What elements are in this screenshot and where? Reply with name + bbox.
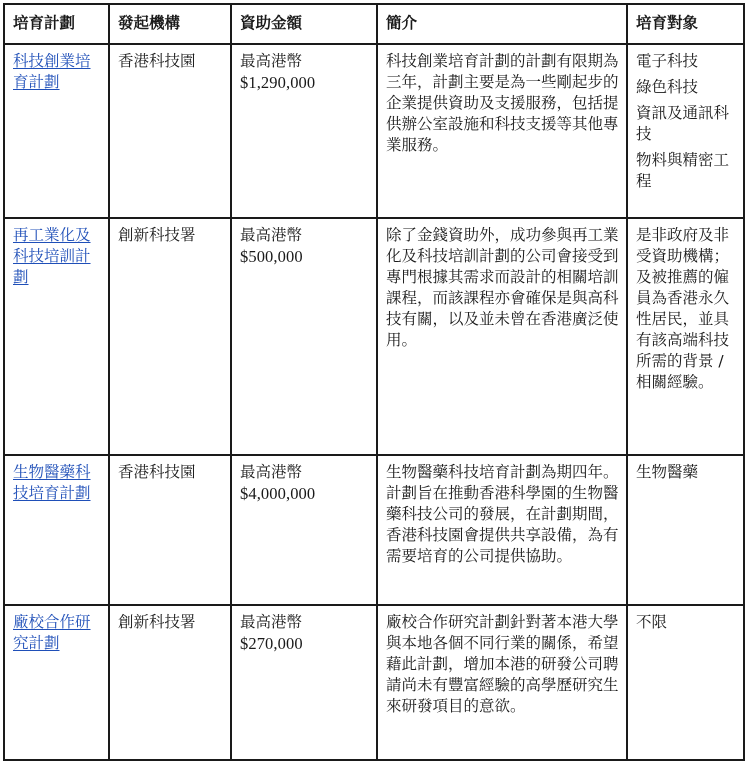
- target-item: 生物醫藥: [636, 463, 699, 481]
- table-row: [4, 218, 744, 455]
- amount-cell: [231, 44, 377, 218]
- scheme-cell: [4, 218, 109, 455]
- description-text: 科技創業培育計劃的計劃有限期為三年，計劃主要是為一些剛起步的企業提供資助及支援服務，包括提供辦公室設施和科技支援等其他專業服務。: [386, 52, 619, 154]
- organizer-cell: 香港科技園: [109, 44, 231, 218]
- target-item: 資訊及通訊科技: [636, 104, 730, 143]
- amount-value: $4,000,000: [240, 484, 316, 503]
- amount-value: $500,000: [240, 247, 303, 266]
- amount-value: $270,000: [240, 634, 303, 653]
- target-item: 不限: [636, 613, 668, 631]
- header-description: 簡介: [377, 4, 627, 44]
- target-cell: [627, 218, 744, 455]
- target-cell: [627, 605, 744, 760]
- description-text: 廠校合作研究計劃針對著本港大學與本地各個不同行業的關係，希望藉此計劃，增加本港的研發公司聘請尚未有豐富經驗的高學歷研究生來研發項目的意欲。: [386, 613, 619, 715]
- table-row: [4, 455, 744, 605]
- target-item: 電子科技: [636, 52, 699, 70]
- table-row: [4, 605, 744, 760]
- target-item: 是非政府及非受資助機構；及被推薦的僱員為香港永久性居民，並具有該高端科技所需的背景 / 相關經驗。: [636, 226, 730, 391]
- description-cell: [377, 44, 627, 218]
- organizer-cell: 創新科技署: [109, 605, 231, 760]
- target-item: 物料與精密工程: [636, 151, 730, 190]
- scheme-cell: [4, 455, 109, 605]
- table-row: [4, 44, 744, 218]
- amount-label: 最高港幣: [240, 613, 303, 631]
- scheme-link[interactable]: 科技創業培育計劃: [13, 52, 91, 91]
- scheme-cell: [4, 605, 109, 760]
- scheme-cell: [4, 44, 109, 218]
- amount-cell: [231, 218, 377, 455]
- amount-cell: [231, 605, 377, 760]
- target-cell: [627, 44, 744, 218]
- incubation-schemes-table: [3, 3, 745, 761]
- header-organizer: 發起機構: [109, 4, 231, 44]
- description-cell: [377, 605, 627, 760]
- amount-label: 最高港幣: [240, 226, 303, 244]
- amount-label: 最高港幣: [240, 463, 303, 481]
- description-text: 除了金錢資助外，成功參與再工業化及科技培訓計劃的公司會接受到專門根據其需求而設計的相關培訓課程，而該課程亦會確保是與高科技有關，以及並未曾在香港廣泛使用。: [386, 226, 619, 349]
- description-text: 生物醫藥科技培育計劃為期四年。計劃旨在推動香港科學園的生物醫藥科技公司的發展，在計劃期間，香港科技園會提供共享設備，為有需要培育的公司提供協助。: [386, 463, 619, 565]
- organizer-cell: 創新科技署: [109, 218, 231, 455]
- organizer-cell: 香港科技園: [109, 455, 231, 605]
- target-cell: [627, 455, 744, 605]
- header-target: 培育對象: [627, 4, 744, 44]
- header-amount: 資助金額: [231, 4, 377, 44]
- scheme-link[interactable]: 廠校合作研究計劃: [13, 613, 91, 652]
- description-cell: [377, 455, 627, 605]
- scheme-link[interactable]: 再工業化及科技培訓計劃: [13, 226, 91, 286]
- amount-value: $1,290,000: [240, 73, 316, 92]
- target-item: 綠色科技: [636, 78, 699, 96]
- scheme-link[interactable]: 生物醫藥科技培育計劃: [13, 463, 91, 502]
- description-cell: [377, 218, 627, 455]
- amount-label: 最高港幣: [240, 52, 303, 70]
- table-header-row: [4, 4, 744, 44]
- amount-cell: [231, 455, 377, 605]
- header-scheme: 培育計劃: [4, 4, 109, 44]
